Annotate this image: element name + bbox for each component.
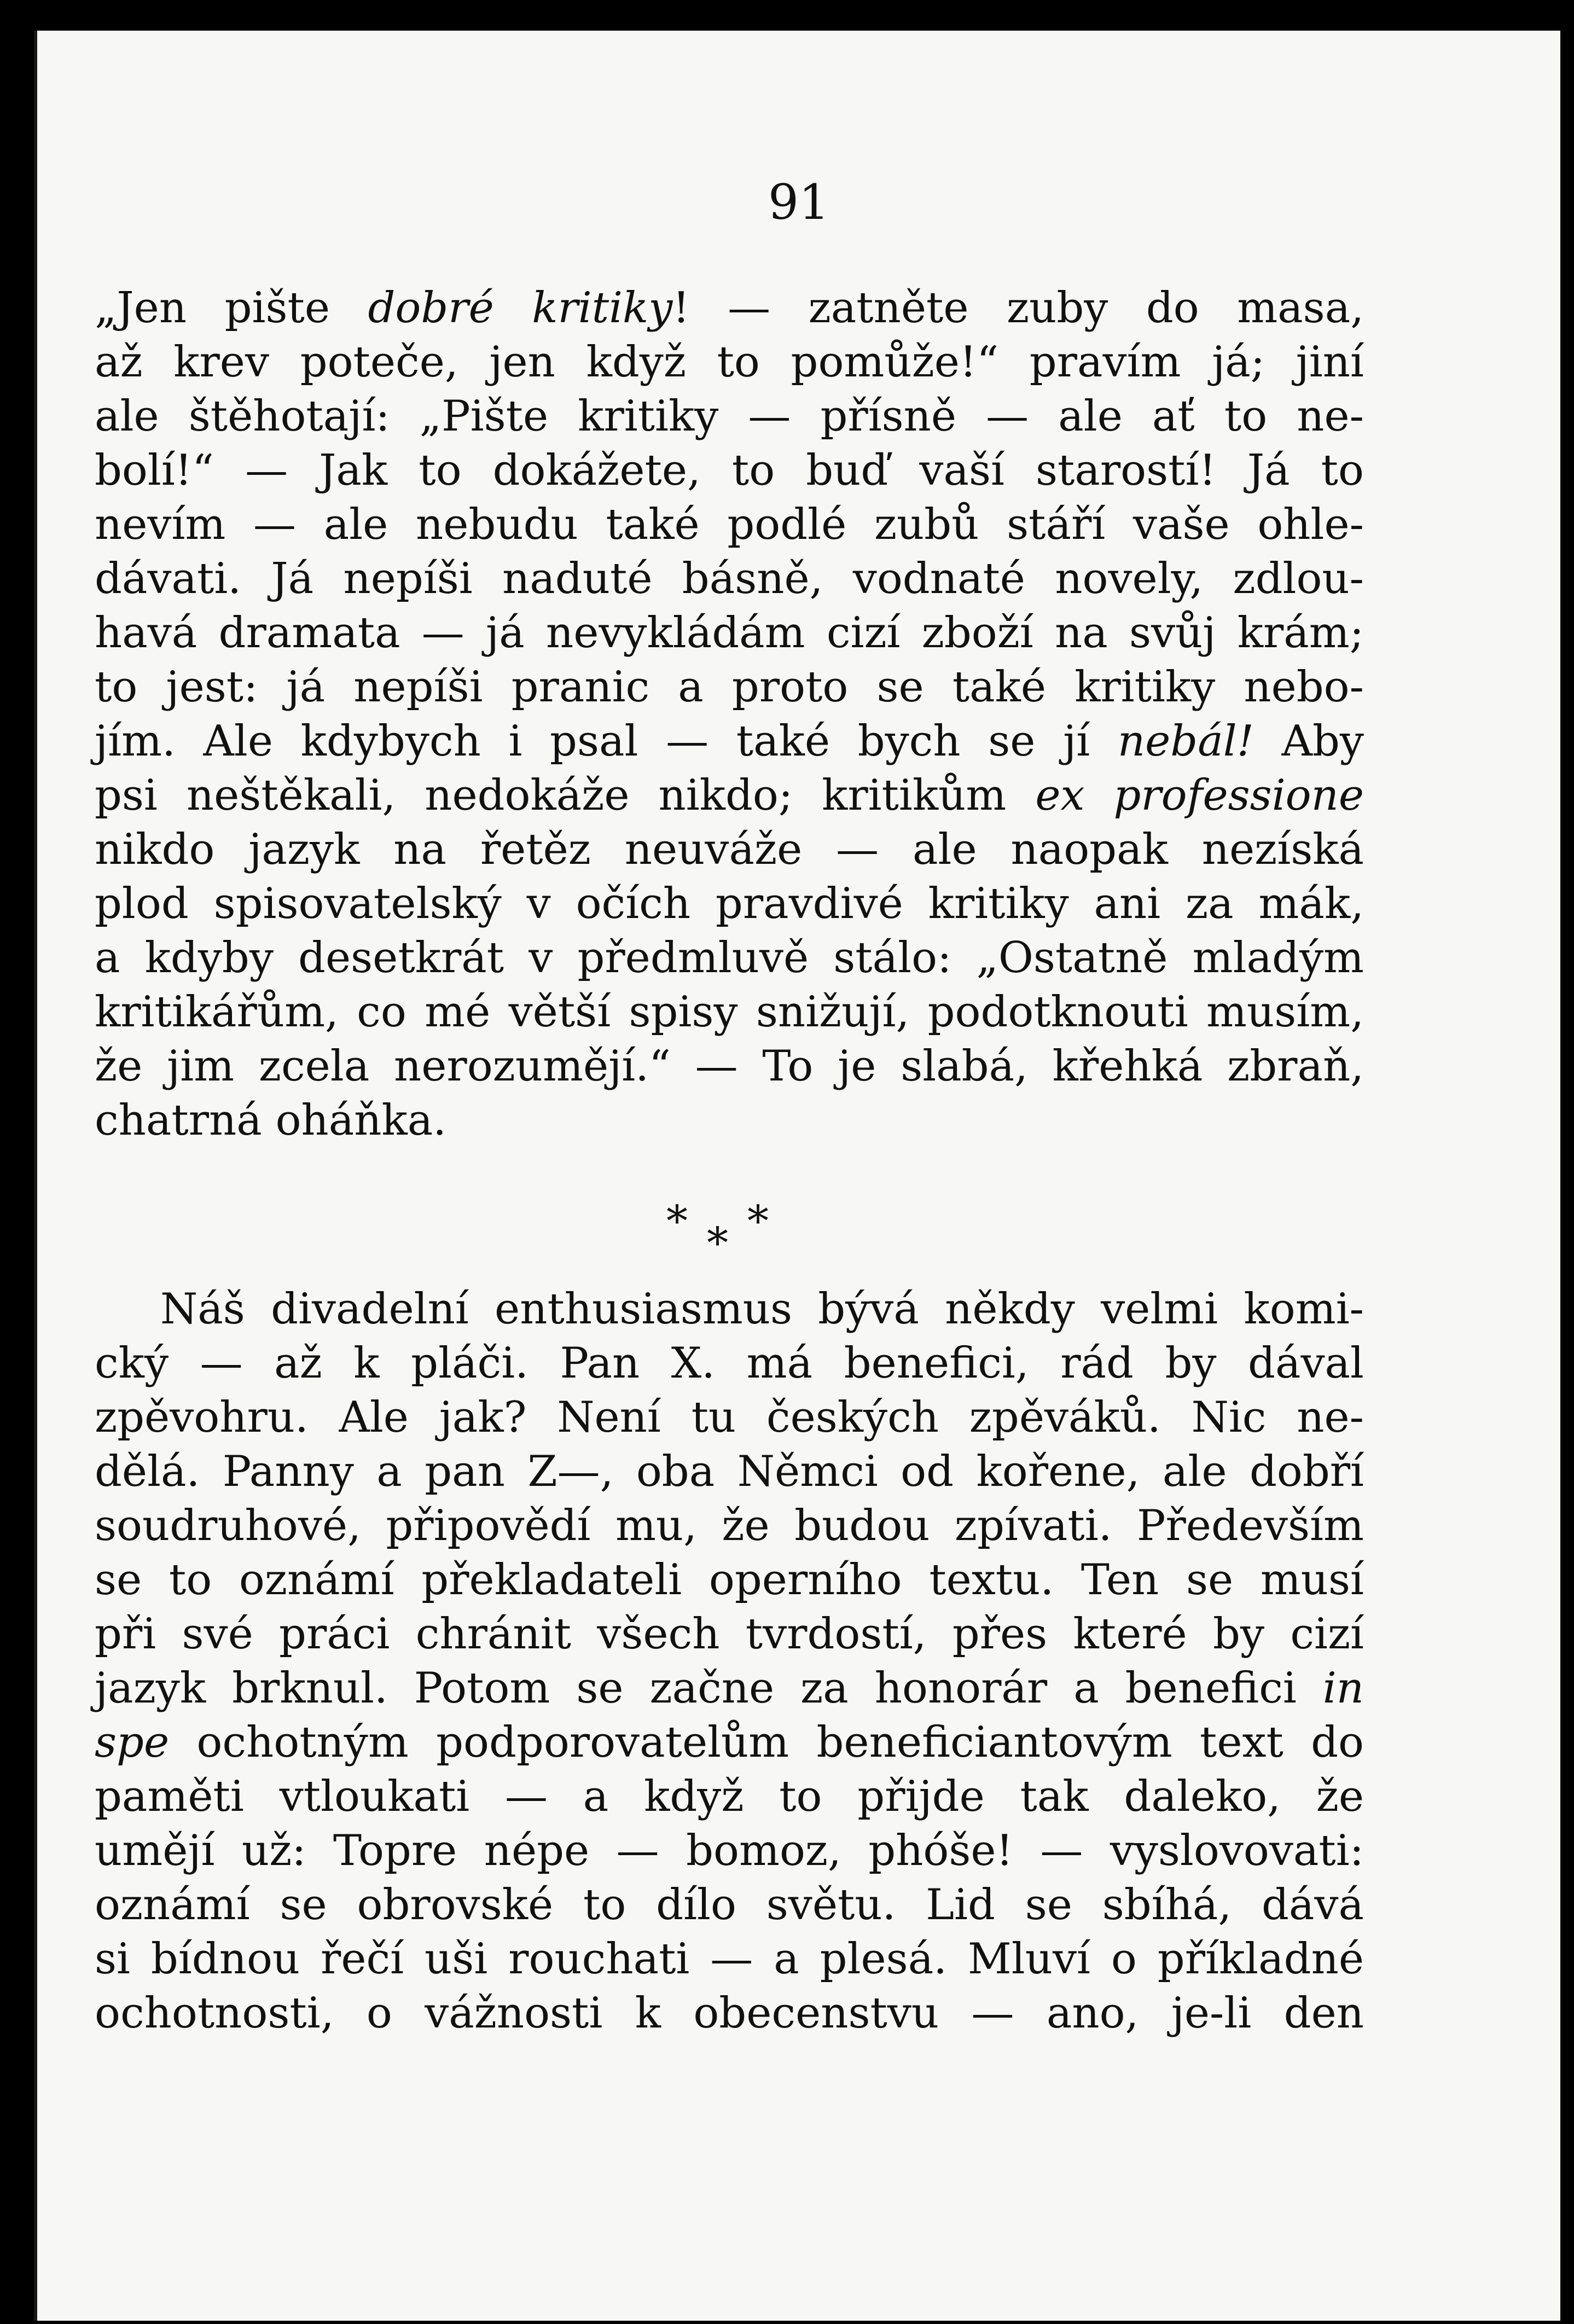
text-run: kritikářům, co mé větší spisy snižují, podotknouti musím,	[95, 987, 1364, 1037]
text-run: ochotnosti, o vážnosti k obecenstvu — ano, je-li den	[95, 1989, 1364, 2038]
italic-text-run: spe	[95, 1718, 170, 1767]
text-line	[95, 1094, 1364, 1148]
text-run: se to oznámí překladateli operního textu. Ten se musí	[95, 1555, 1364, 1605]
text-line	[95, 606, 1364, 660]
text-line	[95, 660, 1364, 714]
text-run: ochotným podporovatelům beneficiantovým text do	[169, 1718, 1364, 1767]
text-line	[95, 1824, 1364, 1878]
text-run: že jim zcela nerozumějí.“ — To je slabá, křehká zbraň,	[95, 1042, 1364, 1091]
text-run: to jest: já nepíši pranic a proto se také kritiky nebo-	[95, 663, 1364, 712]
text-line	[95, 1986, 1364, 2041]
text-run: ale štěhotají: „Pište kritiky — přísně — ale ať to ne-	[95, 392, 1364, 441]
text-line	[95, 1770, 1364, 1824]
text-run: soudruhové, připovědí mu, že budou zpívati. Především	[95, 1501, 1364, 1550]
text-line	[95, 1932, 1364, 1986]
text-line	[95, 498, 1364, 552]
text-line	[95, 1445, 1364, 1499]
text-run: při své práci chránit všech tvrdostí, přes které by cizí	[95, 1610, 1364, 1659]
text-run: dělá. Panny a pan Z—, oba Němci od kořene, ale dobří	[95, 1447, 1364, 1496]
text-run: si bídnou řečí uši rouchati — a plesá. Mluví o příkladné	[95, 1934, 1364, 1984]
text-line	[95, 1499, 1364, 1553]
divider-asterisk: *	[747, 1197, 769, 1246]
text-run: psi neštěkali, nedokáže nikdo; kritikům	[95, 771, 1036, 820]
text-run: havá dramata — já nevykládám cizí zboží na svůj krám;	[95, 608, 1364, 658]
italic-text-run: in	[1322, 1664, 1364, 1713]
text-line	[95, 1282, 1364, 1337]
italic-text-run: nebál!	[1117, 717, 1254, 766]
text-line	[95, 823, 1364, 877]
text-run: dávati. Já nepíši naduté básně, vodnaté novely, zdlou-	[95, 554, 1364, 603]
text-line	[95, 931, 1364, 985]
section-divider	[632, 1197, 851, 1274]
text-line	[95, 1661, 1364, 1716]
text-run: chatrná oháňka.	[95, 1096, 447, 1145]
text-run: ! — zatněte zuby do masa,	[672, 283, 1364, 333]
text-line	[95, 1878, 1364, 1932]
text-line	[95, 1716, 1364, 1770]
text-line	[95, 1553, 1364, 1607]
text-run: „Jen pište	[95, 283, 368, 333]
text-run: plod spisovatelský v očích pravdivé kritiky ani za mák,	[95, 879, 1364, 928]
divider-asterisk: *	[707, 1219, 728, 1268]
text-line	[95, 714, 1364, 769]
text-line	[95, 552, 1364, 606]
text-line	[95, 281, 1364, 335]
text-run: paměti vtloukati — a když to přijde tak daleko, že	[95, 1772, 1364, 1821]
page-number: 91	[768, 174, 829, 230]
paragraph-1	[95, 281, 1364, 1148]
divider-asterisk: *	[666, 1197, 688, 1246]
text-run: cký — až k pláči. Pan X. má benefici, rád by dával	[95, 1339, 1364, 1388]
text-line	[95, 390, 1364, 444]
text-run: nikdo jazyk na řetěz neuváže — ale naopak nezíská	[95, 825, 1364, 874]
text-line	[95, 1391, 1364, 1445]
italic-text-run: ex professione	[1035, 771, 1364, 820]
text-line	[95, 769, 1364, 823]
book-page	[34, 31, 1560, 2321]
text-line	[95, 1337, 1364, 1391]
text-run: až krev poteče, jen když to pomůže!“ pravím já; jiní	[95, 338, 1364, 387]
text-line	[95, 877, 1364, 931]
text-run: bolí!“ — Jak to dokážete, to buď vaší starostí! Já to	[95, 446, 1364, 495]
text-run: jím. Ale kdybych i psal — také bych se jí	[95, 717, 1118, 766]
text-run: oznámí se obrovské to dílo světu. Lid se sbíhá, dává	[95, 1880, 1364, 1930]
italic-text-run: dobré kritiky	[368, 283, 673, 333]
paragraph-2	[95, 1282, 1364, 2041]
text-run: nevím — ale nebudu také podlé zubů stáří vaše ohle-	[95, 500, 1364, 549]
text-line	[95, 985, 1364, 1039]
text-run: a kdyby desetkrát v předmluvě stálo: „Ostatně mladým	[95, 933, 1364, 983]
text-run: umějí už: Topre népe — bomoz, phóše! — vyslovovati:	[95, 1826, 1364, 1875]
text-run: jazyk brknul. Potom se začne za honorár a benefici	[95, 1664, 1323, 1713]
text-line	[95, 1039, 1364, 1094]
text-run: Aby	[1254, 717, 1364, 766]
text-run: zpěvohru. Ale jak? Není tu českých zpěváků. Nic ne-	[95, 1393, 1364, 1442]
text-run: Náš divadelní enthusiasmus bývá někdy velmi komi-	[160, 1285, 1364, 1334]
text-line	[95, 444, 1364, 498]
text-line	[95, 1607, 1364, 1661]
text-line	[95, 335, 1364, 390]
